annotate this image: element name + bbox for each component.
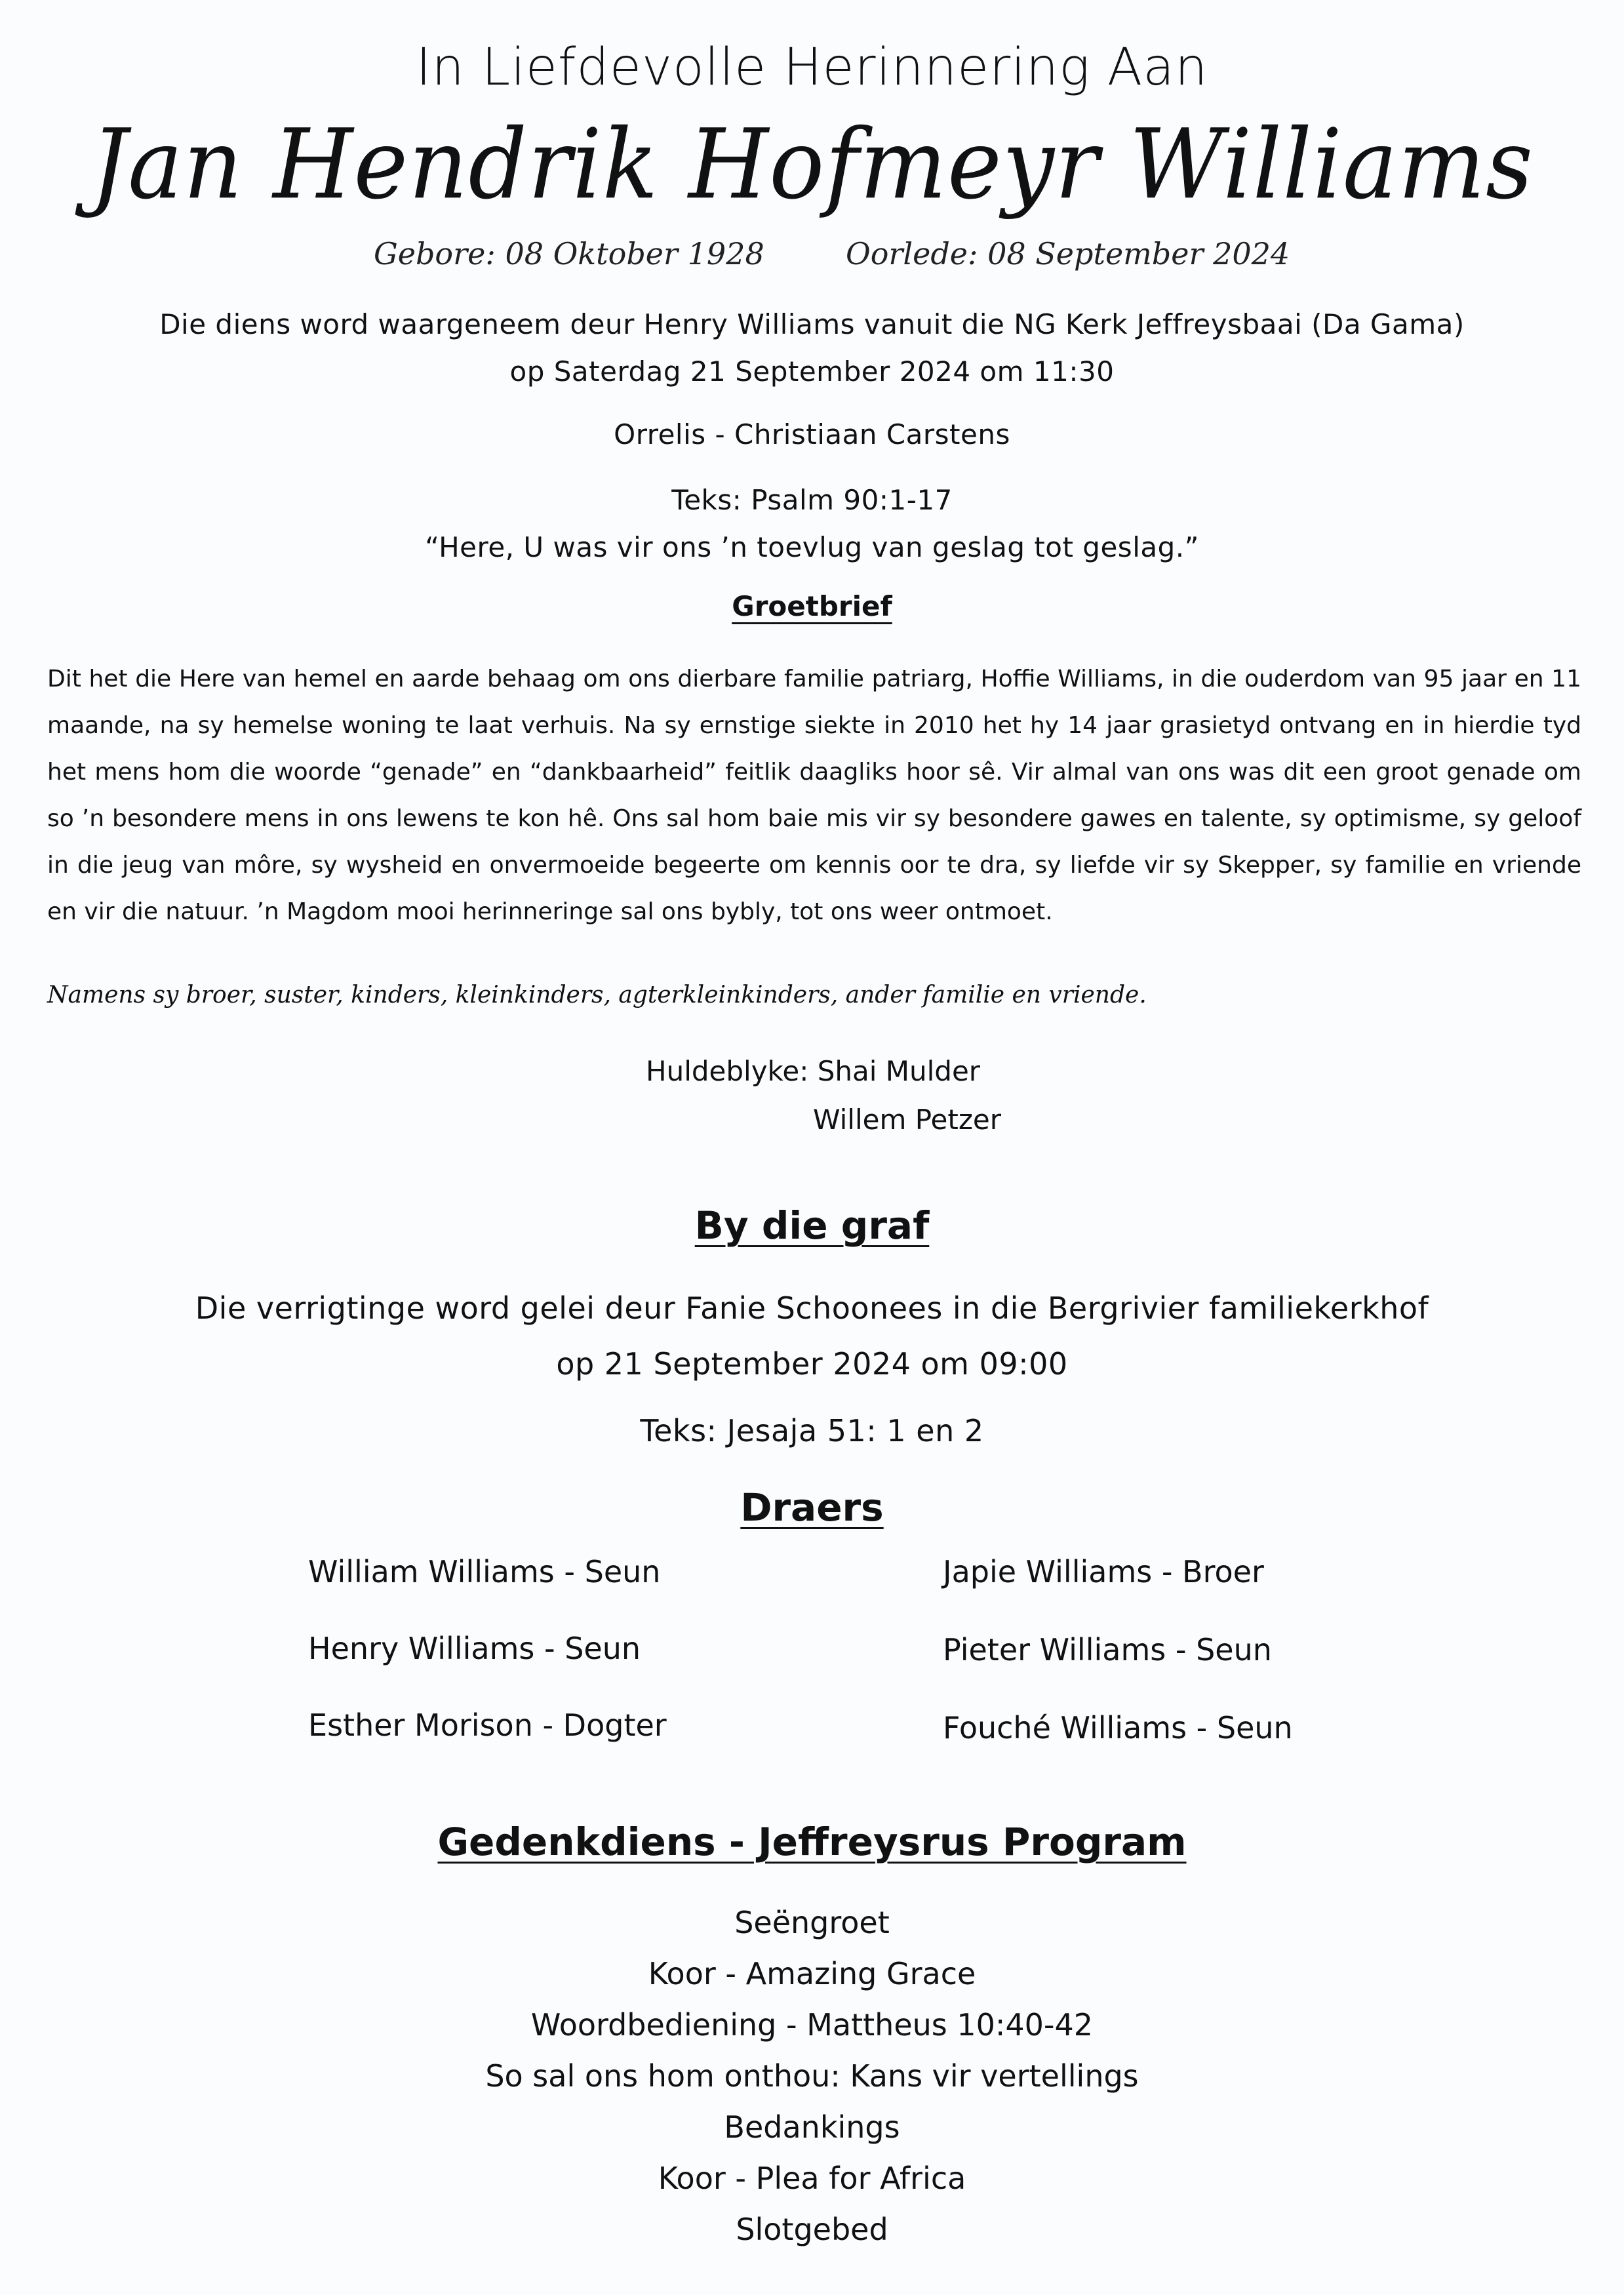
program-item: Bedankings <box>724 2109 900 2145</box>
program-item: Koor - Plea for Africa <box>658 2161 966 2196</box>
bearer-left-2: Henry Williams - Seun <box>308 1631 641 1666</box>
tribute-name: Willem Petzer <box>813 1104 1002 1136</box>
tributes-label: Huldeblyke: <box>646 1055 809 1087</box>
bearer-left-3: Esther Morison - Dogter <box>308 1707 667 1743</box>
bearer-right-2: Pieter Williams - Seun <box>943 1632 1272 1667</box>
death-date: Oorlede: 08 September 2024 <box>846 236 1290 271</box>
grave-heading: By die graf <box>694 1203 930 1248</box>
greeting-signoff: Namens sy broer, suster, kinders, kleinkinders, agterkleinkinders, ander familie en vriende. <box>47 982 1147 1008</box>
grave-scripture: Teks: Jesaja 51: 1 en 2 <box>640 1413 984 1448</box>
program-item: Koor - Amazing Grace <box>648 1956 976 1991</box>
grave-line-1: Die verrigtinge word gelei deur Fanie Schoonees in die Bergrivier familiekerkhof <box>195 1290 1429 1326</box>
memorial-heading: Gedenkdiens - Jeffreysrus Program <box>437 1820 1187 1864</box>
bearer-right-3: Fouché Williams - Seun <box>943 1710 1293 1746</box>
tribute-name: Shai Mulder <box>817 1055 981 1087</box>
scripture-quote: “Here, U was vir ons ’n toevlug van geslag tot geslag.” <box>425 531 1199 563</box>
deceased-name: Jan Hendrik Hofmeyr Williams <box>90 108 1534 222</box>
program-item: So sal ons hom onthou: Kans vir vertellings <box>485 2058 1139 2094</box>
program-item: Seëngroet <box>734 1905 890 1940</box>
tributes <box>646 1047 1001 1144</box>
bearers-heading: Draers <box>740 1485 884 1530</box>
bearer-left-1: William Williams - Seun <box>308 1554 661 1589</box>
greeting-body: Dit het die Here van hemel en aarde behaag om ons dierbare familie patriarg, Hoffie Williams, in die ouderdom van 95 jaar en 11 maande, na sy hemelse woning te laat verhuis. Na sy ernstige siekte in 2010 het hy 14 jaar grasietyd ontvang en in hierdie tyd het mens hom die woorde “genade” en “dankbaarheid” feitlik daagliks hoor sê. Vir almal van ons was dit een groot genade om so ’n besondere mens in ons lewens te kon hê. Ons sal hom baie mis vir sy besondere gawes en talente, sy optimisme, sy geloof in die jeug van môre, sy wysheid en onvermoeide begeerte om kennis oor te dra, sy liefde vir sy Skepper, sy familie en vriende en vir die natuur. ’n Magdom mooi herinneringe sal ons bybly, tot ons weer ontmoet. <box>47 666 1581 925</box>
birth-date: Gebore: 08 Oktober 1928 <box>374 236 764 271</box>
program-item: Woordbediening - Mattheus 10:40-42 <box>530 2007 1094 2043</box>
service-scripture: Teks: Psalm 90:1-17 <box>671 484 953 516</box>
program-item: Slotgebed <box>736 2212 888 2247</box>
service-line-1: Die diens word waargeneem deur Henry Williams vanuit die NG Kerk Jeffreysbaai (Da Gama) <box>159 308 1465 340</box>
greeting-heading: Groetbrief <box>732 590 892 622</box>
grave-line-2: op 21 September 2024 om 09:00 <box>556 1346 1068 1382</box>
heading-title: In Liefdevolle Herinnering Aan <box>416 38 1208 97</box>
organist: Orrelis - Christiaan Carstens <box>614 418 1010 450</box>
service-line-2: op Saterdag 21 September 2024 om 11:30 <box>509 355 1115 388</box>
bearer-right-1: Japie Williams - Broer <box>943 1554 1264 1589</box>
